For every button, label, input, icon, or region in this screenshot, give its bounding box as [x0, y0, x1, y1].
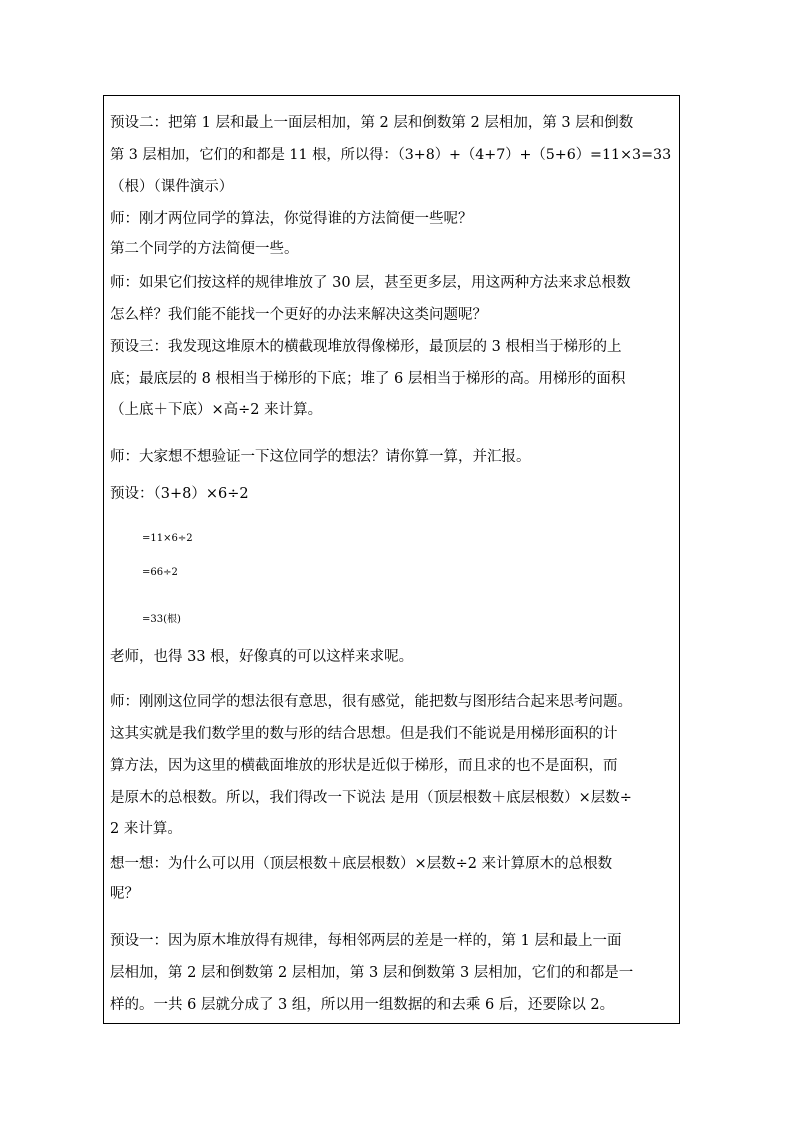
calc-step-1: =11×6÷2: [142, 533, 193, 544]
paragraph-teacher-summary-line4: 是原木的总根数。所以，我们得改一下说法 是用（顶层根数＋底层根数）×层数÷: [110, 790, 632, 806]
paragraph-preset-three-line1: 预设三：我发现这堆原木的横截现堆放得像梯形，最顶层的 3 根相当于梯形的上: [110, 339, 622, 355]
paragraph-preset-two-line1: 预设二：把第 1 层和最上一面层相加，第 2 层和倒数第 2 层相加，第 3 层和倒数: [110, 115, 634, 131]
paragraph-preset-one-line3: 样的。一共 6 层就分成了 3 组，所以用一组数据的和去乘 6 后，还要除以 2。: [110, 997, 615, 1013]
paragraph-preset-two-line3: （根）（课件演示）: [110, 179, 234, 195]
content-table-cell: [103, 95, 680, 1024]
paragraph-preset-three-line3: （上底＋下底）×高÷2 来计算。: [110, 402, 323, 418]
paragraph-think-line1: 想一想：为什么可以用（顶层根数＋底层根数）×层数÷2 来计算原木的总根数: [110, 856, 613, 872]
paragraph-teacher-question: 师：刚才两位同学的算法，你觉得谁的方法简便一些呢？: [110, 211, 473, 227]
paragraph-teacher-summary-line5: 2 来计算。: [110, 821, 182, 837]
paragraph-preset-calc: 预设：（3+8）×6÷2: [110, 486, 249, 502]
paragraph-teacher-30-layers-line2: 怎么样？我们能不能找一个更好的办法来解决这类问题呢？: [110, 307, 487, 323]
paragraph-think-line2: 呢？: [110, 886, 139, 902]
paragraph-teacher-also-33: 老师，也得 33 根，好像真的可以这样来求呢。: [110, 649, 414, 665]
paragraph-preset-three-line2: 底；最底层的 8 根相当于梯形的下底；堆了 6 层相当于梯形的高。用梯形的面积: [110, 371, 626, 387]
calc-step-2: =66÷2: [142, 567, 178, 578]
paragraph-teacher-30-layers-line1: 师：如果它们按这样的规律堆放了 30 层，甚至更多层，用这两种方法来求总根数: [110, 275, 631, 291]
paragraph-teacher-verify: 师：大家想不想验证一下这位同学的想法？请你算一算，并汇报。: [110, 449, 531, 465]
paragraph-preset-one-line1: 预设一：因为原木堆放得有规律，每相邻两层的差是一样的，第 1 层和最上一面: [110, 933, 622, 949]
paragraph-teacher-summary-line1: 师：刚刚这位同学的想法很有意思，很有感觉，能把数与图形结合起来思考问题。: [110, 694, 632, 710]
paragraph-preset-two-line2: 第 3 层相加，它们的和都是 11 根，所以得：（3+8）+（4+7）+（5+6）=11×3=33: [110, 147, 672, 163]
paragraph-preset-one-line2: 层相加，第 2 层和倒数第 2 层相加，第 3 层和倒数第 3 层相加，它们的和都是一: [110, 965, 634, 981]
calc-step-3: =33(根): [142, 614, 181, 625]
paragraph-student-answer: 第二个同学的方法简便一些。: [110, 241, 299, 257]
paragraph-teacher-summary-line2: 这其实就是我们数学里的数与形的结合思想。但是我们不能说是用梯形面积的计: [110, 726, 618, 742]
paragraph-teacher-summary-line3: 算方法，因为这里的横截面堆放的形状是近似于梯形，而且求的也不是面积，而: [110, 758, 618, 774]
